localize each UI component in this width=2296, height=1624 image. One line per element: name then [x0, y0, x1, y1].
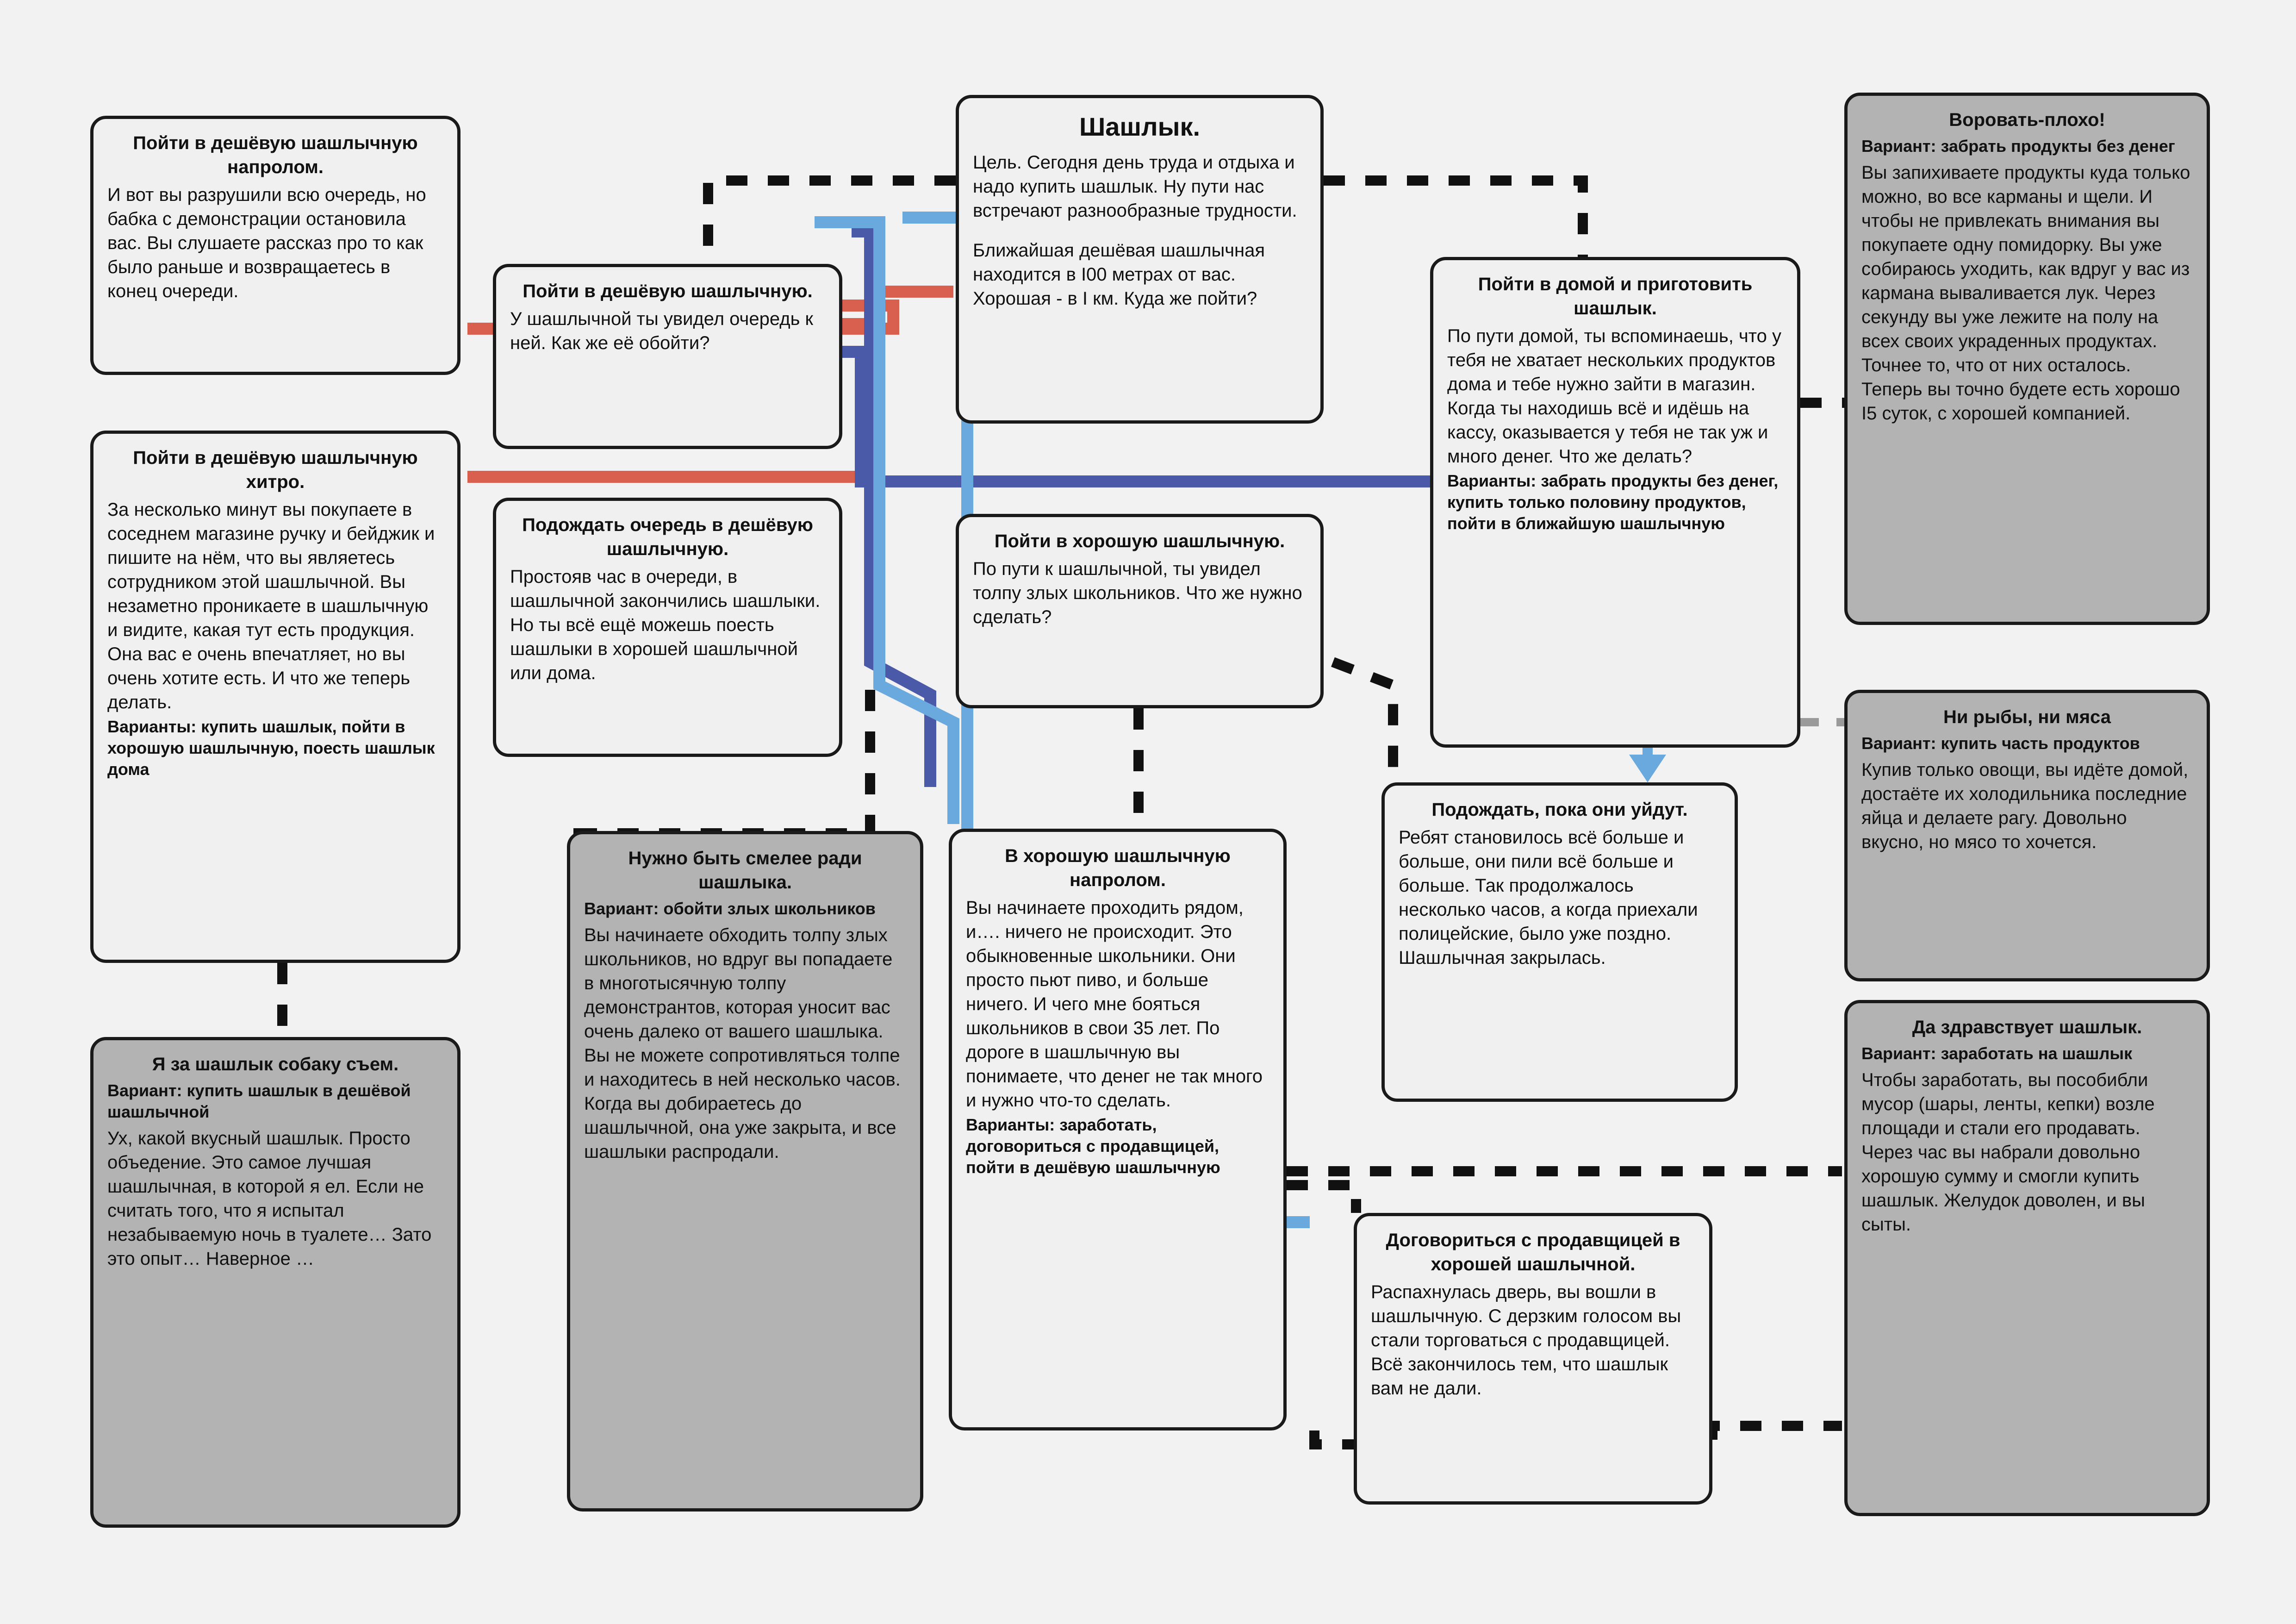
node-home-cook-body: По пути домой, ты вспоминаешь, что у тебя не хватает нескольких продуктов дома и тебе нужно зайти в магазин. Когда ты находишь всё и идёшь на кассу, оказывается у тебя не так уж и много денег. Что же делать?: [1447, 326, 1781, 467]
node-no-fish-title: Ни рыбы, ни мяса: [1943, 707, 2111, 727]
node-no-fish-body: Купив только овощи, вы идёте домой, достаёте их холодильника последние яйца и делаете рагу. Довольно вкусно, но мясо то хочется.: [1861, 760, 2189, 853]
node-cheap-clever[interactable]: [90, 431, 460, 963]
node-cheap-go[interactable]: [493, 264, 842, 449]
node-cheap-clever-variant: Варианты: купить шашлык, пойти в хорошую шашлычную, поесть шашлык дома: [107, 717, 435, 779]
edge-good-to-wait: [1333, 662, 1393, 782]
node-dog-variant: Вариант: купить шашлык в дешёвой шашлычной: [107, 1081, 411, 1122]
node-long-live-variant: Вариант: заработать на шашлык: [1861, 1044, 2133, 1063]
node-long-live-title: Да здравствует шашлык.: [1912, 1017, 2142, 1037]
node-wait-leave[interactable]: [1381, 782, 1738, 1102]
node-stealing-body: Вы запихиваете продукты куда только можно, во все карманы и щели. И чтобы не привлекать внимания вы покупаете одну помидорку. Вы уже собираюсь уходить, как вдруг у вас из кармана вываливается лук. Через секунду вы уже лежите на полу на всех своих украденных продуктах. Точнее то, что от них осталось. Теперь вы точно будете есть хорошо I5 суток, с хорошей компанией.: [1861, 162, 2190, 424]
spacer: [973, 223, 1307, 238]
node-no-fish-variant: Вариант: купить часть продуктов: [1861, 734, 2140, 753]
node-stealing-bad[interactable]: [1844, 93, 2210, 625]
node-wait-leave-body: Ребят становилось всё больше и больше, они пили всё больше и больше. Так продолжалось несколько часов, а когда приехали полицейские, было уже поздно. Шашлычная закрылась.: [1399, 827, 1698, 968]
node-no-fish-no-meat[interactable]: [1844, 690, 2210, 981]
node-home-cook-variant: Варианты: забрать продукты без денег, купить только половину продуктов, пойти в ближайшую шашлычную: [1447, 471, 1779, 533]
node-cheap-head-on-title: Пойти в дешёвую шашлычную напролом.: [133, 133, 418, 177]
node-cheap-go-title: Пойти в дешёвую шашлычную.: [523, 281, 813, 301]
node-start-body2: Ближайшая дешёвая шашлычная находится в I00 метрах от вас. Хорошая - в I км. Куда же пойти?: [973, 240, 1265, 309]
node-be-brave[interactable]: [567, 831, 923, 1512]
node-home-cook-title: Пойти в домой и приготовить шашлык.: [1478, 274, 1753, 319]
node-be-brave-title: Нужно быть смелее ради шашлыка.: [628, 848, 862, 893]
node-negotiate-body: Распахнулась дверь, вы вошли в шашлычную. С дерзким голосом вы стали торговаться с продавщицей. Всё закончилось тем, что шашлык вам не дали.: [1371, 1282, 1681, 1399]
node-wait-queue-body: Простояв час в очереди, в шашлычной закончились шашлыки. Но ты всё ещё можешь поесть шашлыки в хорошей шашлычной или дома.: [510, 567, 821, 683]
node-cheap-clever-title: Пойти в дешёвую шашлычную хитро.: [133, 448, 418, 492]
node-good-head-on-title: В хорошую шашлычную напролом.: [1005, 846, 1231, 890]
node-good-go-body: По пути к шашлычной, ты увидел толпу злых школьников. Что же нужно сделать?: [973, 559, 1302, 627]
node-good-go-title: Пойти в хорошую шашлычную.: [994, 531, 1285, 551]
node-stealing-variant: Вариант: забрать продукты без денег: [1861, 137, 2175, 156]
node-cheap-head-on-body: И вот вы разрушили всю очередь, но бабка с демонстрации остановила вас. Вы слушаете рассказ про то как было раньше и возвращаетесь в конец очереди.: [107, 185, 426, 301]
node-good-head-on-body: Вы начинаете проходить рядом, и…. ничего не происходит. Это обыкновенные школьники. Они просто пьют пиво, и больше ничего. И чего мне бояться школьников в свои 35 лет. По дороге в шашлычную вы понимаете, что денег не так много и нужно что-то сделать.: [966, 898, 1263, 1111]
arrowhead-home-down: [1629, 755, 1666, 782]
node-wait-queue-title: Подождать очередь в дешёвую шашлычную.: [522, 515, 813, 559]
node-cheap-head-on[interactable]: [90, 116, 460, 375]
node-cheap-go-body: У шашлычной ты увидел очередь к ней. Как же её обойти?: [510, 309, 814, 353]
node-start-title: Шашлык.: [1079, 112, 1201, 141]
node-start[interactable]: [956, 95, 1324, 424]
edge-headon-to-negotiate: [1287, 1185, 1356, 1213]
node-wait-leave-title: Подождать, пока они уйдут.: [1431, 800, 1688, 820]
node-be-brave-body: Вы начинаете обходить толпу злых школьников, но вдруг вы попадаете в многотысячную толпу демонстрантов, которая уносит вас очень далеко от вашего шашлыка. Вы не можете сопротивляться толпе и находитесь в ней несколько часов. Когда вы добираетесь до шашлычной, она уже закрыта, и все шашлыки распродали.: [584, 925, 901, 1162]
node-negotiate-title: Договориться с продавщицей в хорошей шашлычной.: [1386, 1230, 1680, 1274]
node-dog-for-kebab[interactable]: [90, 1037, 460, 1528]
node-be-brave-variant: Вариант: обойти злых школьников: [584, 899, 876, 918]
node-long-live-body: Чтобы заработать, вы пособибли мусор (шары, ленты, кепки) возле площади и стали его продавать. Через час вы набрали довольно хорошую сумму и смогли купить шашлык. Желудок доволен, и вы сыты.: [1861, 1070, 2155, 1235]
node-stealing-title: Воровать-плохо!: [1949, 110, 2105, 130]
node-good-go[interactable]: [956, 514, 1324, 708]
node-wait-queue[interactable]: [493, 498, 842, 757]
node-dog-title: Я за шашлык собаку съем.: [152, 1054, 399, 1074]
node-home-cook[interactable]: [1430, 257, 1800, 748]
node-cheap-clever-body: За несколько минут вы покупаете в соседнем магазине ручку и бейджик и пишите на нём, что вы являетесь сотрудником этой шашлычной. Вы незаметно проникаете в шашлычную и видите, какая тут есть продукция. Она вас е очень впечатляет, но вы очень хотите есть. И что же теперь делать.: [107, 500, 435, 712]
node-good-head-on-variant: Варианты: заработать, договориться с продавщицей, пойти в дешёвую шашлычную: [966, 1115, 1220, 1177]
node-long-live[interactable]: [1844, 1000, 2210, 1516]
node-negotiate[interactable]: [1354, 1213, 1712, 1505]
node-start-body: Цель. Сегодня день труда и отдыха и надо купить шашлык. Ну пути нас встречают разнообразные трудности.: [973, 152, 1297, 221]
node-dog-body: Ух, какой вкусный шашлык. Просто объедение. Это самое лучшая шашлычная, в которой я ел. Если не считать того, что я испытал незабываемую ночь в туалете… Зато это опыт… Наверное …: [107, 1128, 432, 1269]
edge-dark-blue-2: [852, 231, 930, 787]
node-good-head-on[interactable]: [949, 829, 1287, 1430]
